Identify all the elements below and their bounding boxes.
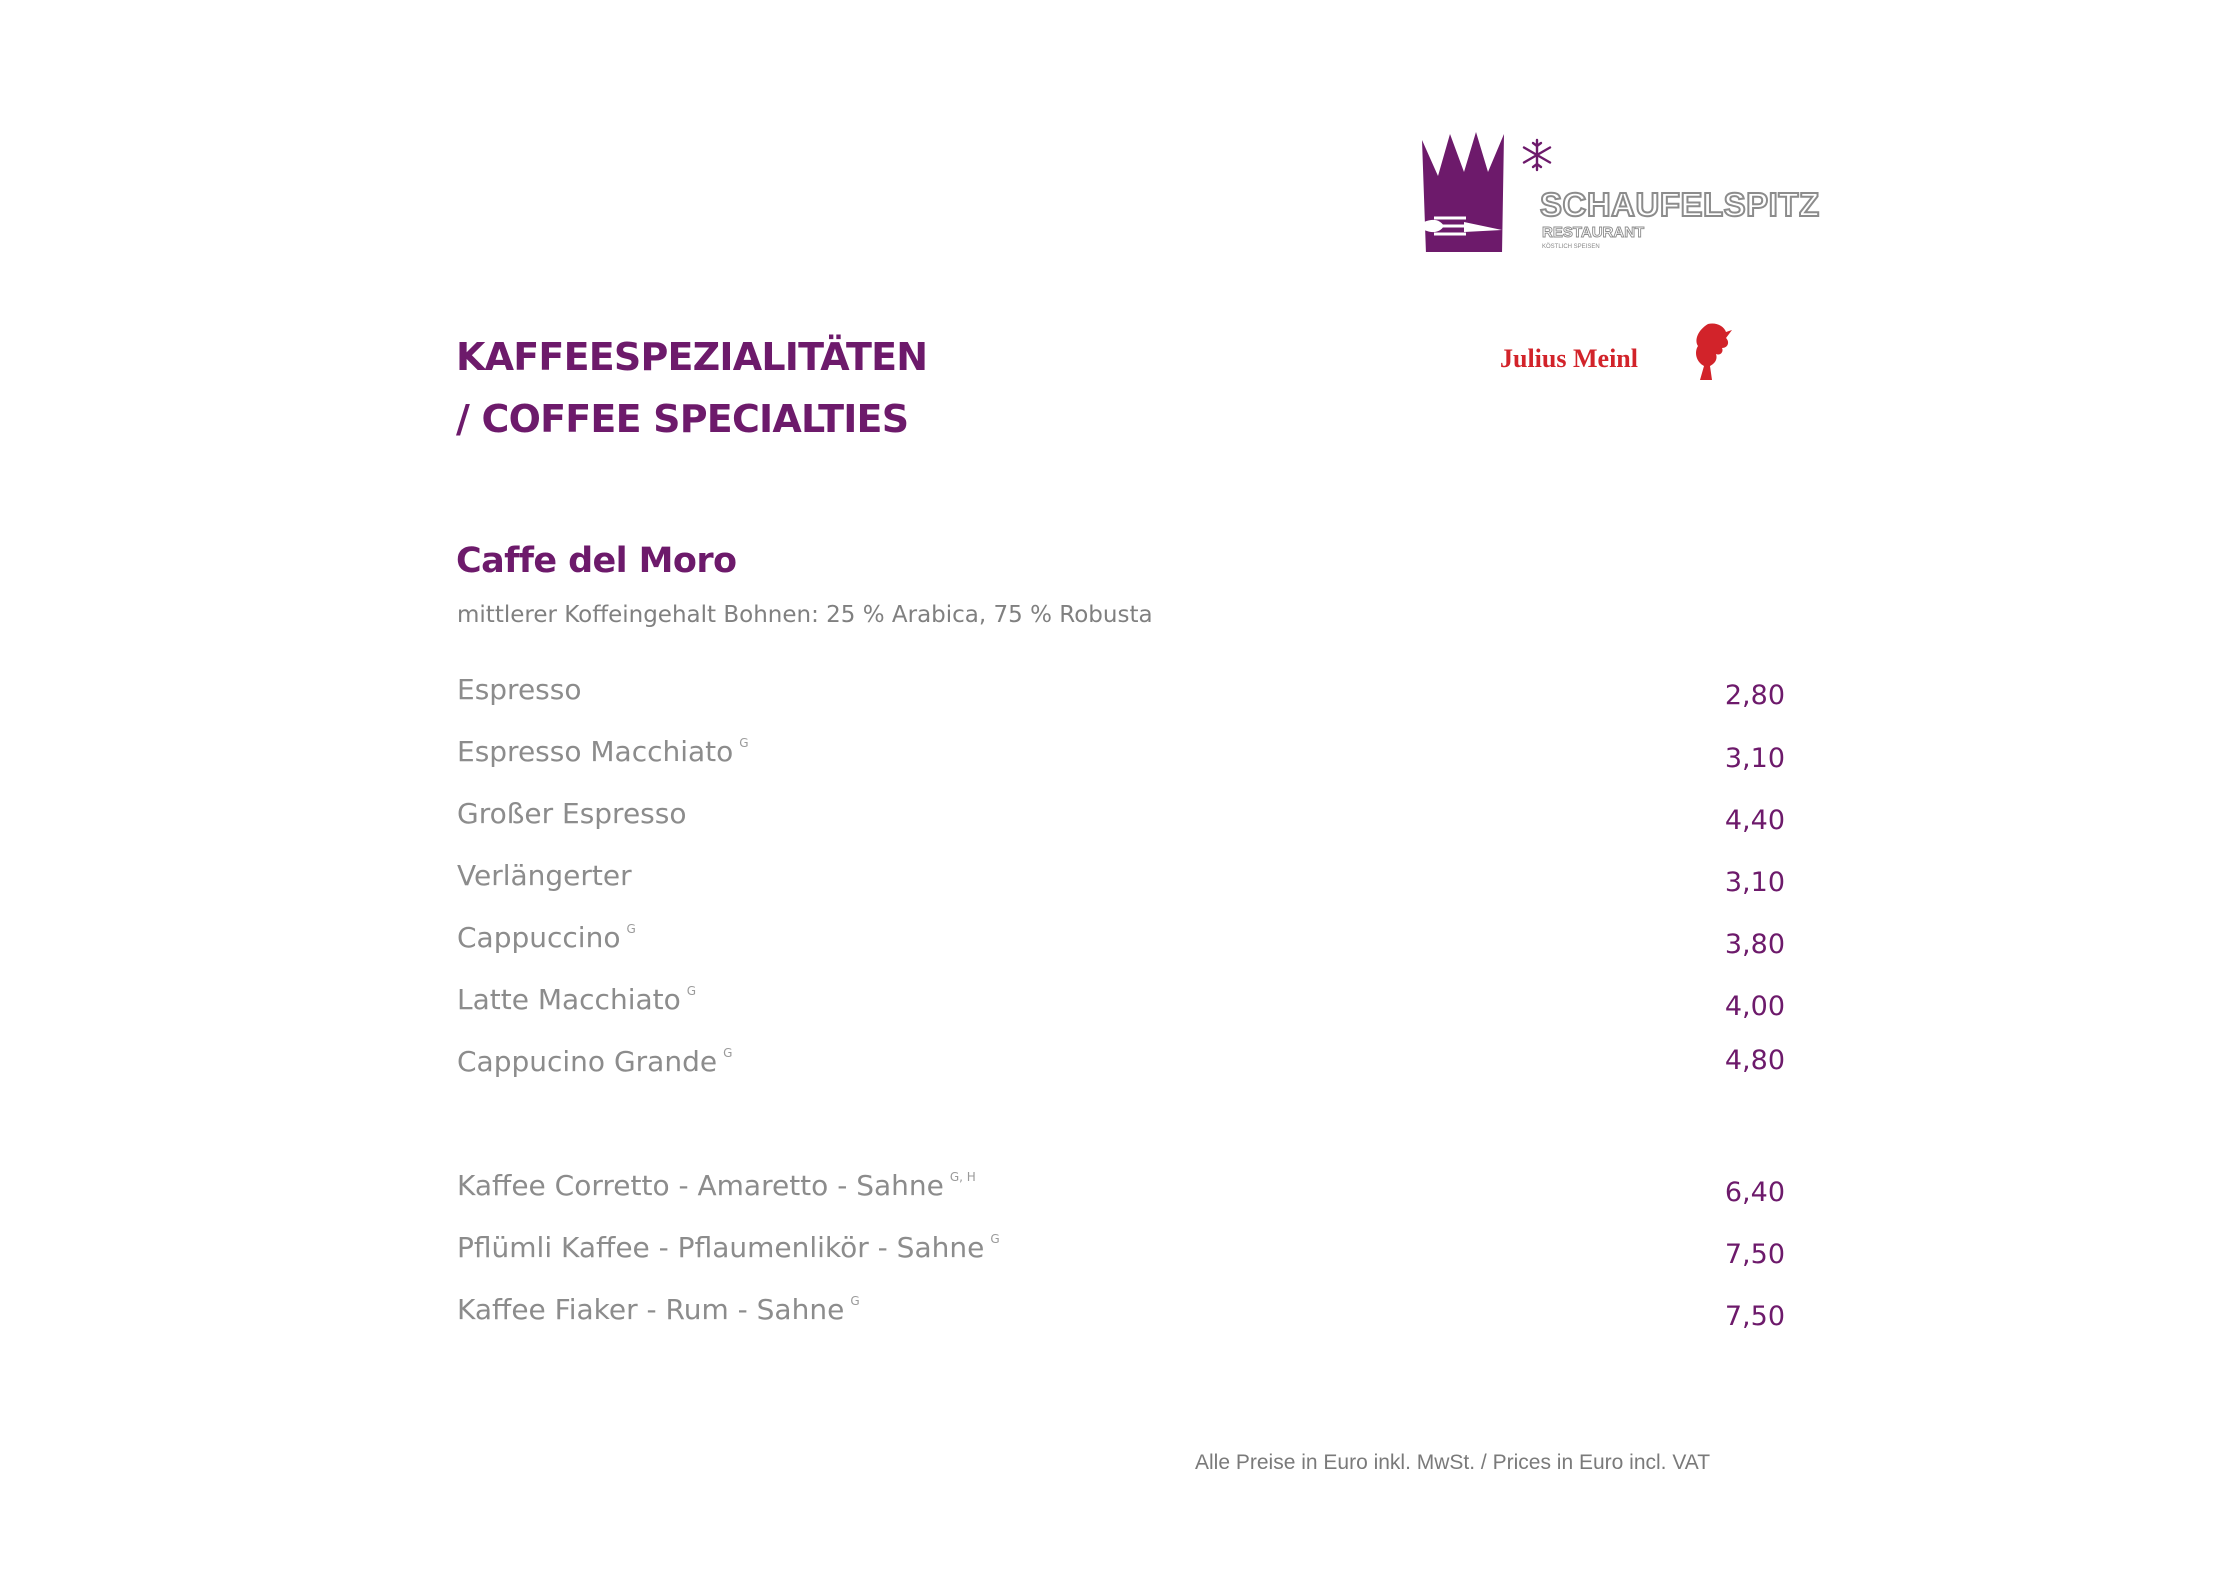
snowflake-icon [1520,138,1554,172]
item-label: Großer Espresso [457,797,687,830]
item-label: Latte Macchiato [457,983,681,1016]
menu-item-price: 7,50 [1724,1301,1785,1332]
menu-item-name [457,1293,860,1326]
title-line-2: / COFFEE SPECIALTIES [456,397,909,441]
moor-head-icon [1690,322,1734,382]
allergen-code: G [990,1232,1000,1246]
item-label: Kaffee Corretto - Amaretto - Sahne [457,1169,944,1202]
menu-item-name [457,1231,1000,1264]
allergen-code: G, H [949,1170,976,1184]
menu-item-name [457,1169,976,1202]
menu-item-name [457,983,696,1016]
menu-item-name [457,921,636,954]
item-label: Kaffee Fiaker - Rum - Sahne [457,1293,845,1326]
julius-meinl-logo [1500,322,1740,386]
price-note: Alle Preise in Euro inkl. MwSt. / Prices in Euro incl. VAT [1195,1451,1711,1474]
menu-item-name [457,735,749,768]
menu-item-price: 2,80 [1724,680,1785,711]
brand-name: SCHAUFELSPITZ [1540,186,1820,223]
menu-item-name [457,859,632,892]
menu-item-price: 4,80 [1724,1045,1785,1076]
menu-item-price: 4,00 [1724,991,1785,1022]
menu-item-name [457,797,686,830]
menu-item-price: 3,80 [1724,929,1785,960]
crown-fork-knife-icon [1420,132,1520,252]
restaurant-logo [1420,132,1820,264]
item-label: Espresso Macchiato [457,735,734,768]
menu-item-price: 7,50 [1724,1239,1785,1270]
item-label: Cappuccino [457,921,621,954]
item-label: Espresso [457,673,582,706]
page-title [456,326,927,450]
partner-logo-text: Julius Meinl [1500,344,1638,373]
menu-item-price: 3,10 [1724,867,1785,898]
item-label: Pflümli Kaffee - Pflaumenlikör - Sahne [457,1231,985,1264]
menu-item-price: 4,40 [1724,805,1785,836]
allergen-code: G [850,1294,860,1308]
brand-tagline: KÖSTLICH SPEISEN [1542,244,1600,250]
item-label: Cappucino Grande [457,1045,718,1078]
brand-subtitle: RESTAURANT [1542,224,1645,241]
section-title: Caffe del Moro [456,541,737,581]
menu-item-name [457,1045,732,1078]
menu-item-name [457,673,581,706]
menu-item-price: 6,40 [1724,1177,1785,1208]
menu-item-price: 3,10 [1724,743,1785,774]
allergen-code: G [723,1046,733,1060]
item-label: Verlängerter [457,859,632,892]
allergen-code: G [686,984,697,998]
title-line-1: KAFFEESPEZIALITÄTEN [456,335,928,379]
allergen-code: G [626,922,636,936]
allergen-code: G [739,736,749,750]
section-description: mittlerer Koffeingehalt Bohnen: 25 % Arabica, 75 % Robusta [457,602,1153,628]
